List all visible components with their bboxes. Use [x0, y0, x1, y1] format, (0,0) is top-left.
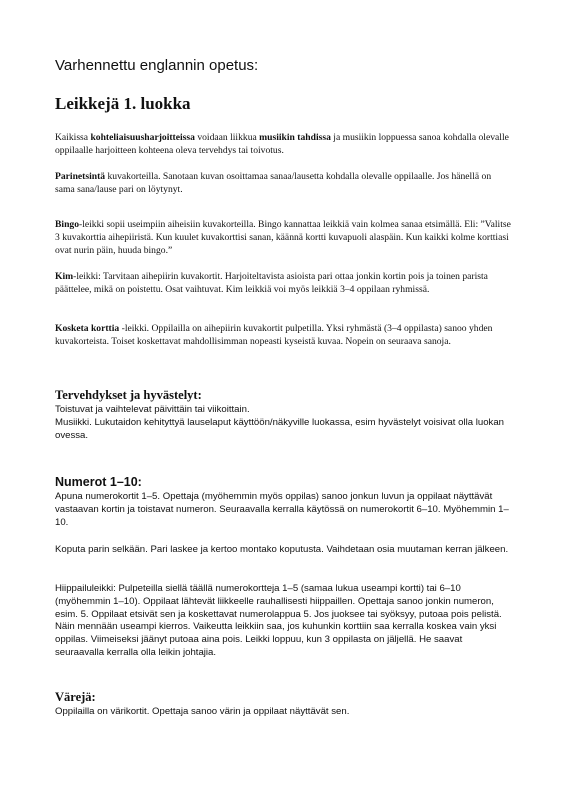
- section-heading-greetings: Tervehdykset ja hyvästelyt:: [55, 388, 202, 402]
- section-heading-colors: Värejä:: [55, 690, 96, 704]
- text-run: -leikki: Tarvitaan aihepiirin kuvakortit. Harjoiteltavista asioista pari ottaa jonkin kortin pois ja toinen parista päättelee, mikä on poistettu. Osat vaihtuvat. Kim leikkiä voi myös leikkiä 3–4 oppilaan ryhmissä.: [55, 271, 488, 295]
- section-greetings: [55, 387, 513, 442]
- intro-paragraph-courtesy: [55, 132, 513, 158]
- greetings-line-1: Toistuvat ja vaihtelevat päivittäin tai viikoittain.: [55, 404, 250, 415]
- greetings-line-2: Musiikki. Lukutaidon kehityttyä lauselaput käyttöön/näkyville luokassa, esim hyvästelyt voisivat olla luokan ovessa.: [55, 416, 504, 441]
- paragraph-pair-search: [55, 171, 513, 197]
- document-title: Leikkejä 1. luokka: [55, 94, 191, 113]
- bold-term: Parinetsintä: [55, 171, 106, 182]
- bold-term: Bingo: [55, 219, 79, 230]
- text-run: -leikki sopii useimpiin aiheisiin kuvakorteilla. Bingo kannattaa leikkiä vain kolmea sanaa etsimällä. Eli: ”Valitse 3 kuvakorttia aihepiiristä. Kun kuulet kuvakorttisi sanan, käännä kortti kuvapuoli alaspäin. Kun kaikki kolme korttiasi ovat nurin päin, huuda bingo.”: [55, 219, 511, 256]
- section-heading-numbers: Numerot 1–10:: [55, 475, 142, 489]
- text-run: voidaan liikkua: [194, 132, 260, 143]
- section-numbers: [55, 474, 513, 529]
- colors-paragraph: Oppilailla on värikortit. Opettaja sanoo värin ja oppilaat näyttävät sen.: [55, 706, 350, 717]
- text-run: ja musiikin loppuessa sanoa kohdalla olevalle oppilaalle harjoitteen kohteena oleva tervehdys tai toivotus.: [55, 132, 509, 156]
- paragraph-kim-game: [55, 271, 513, 297]
- text-run: -leikki. Oppilailla on aihepiirin kuvakortit pulpetilla. Yksi ryhmästä (3–4 oppilasta) sanoo yhden kuvakorteista. Toiset koskettavat mahdollisimman nopeasti kyseistä kuvaa. Nopein on seuraava sanoja.: [55, 323, 493, 347]
- text-run: kuvakorteilla. Sanotaan kuvan osoittamaa sanaa/lausetta kohdalla olevalle oppilaalle. Jos hänellä on sama sana/lause pari on löytynyt.: [55, 171, 492, 195]
- paragraph-bingo: [55, 219, 513, 257]
- bold-term: musiikin tahdissa: [259, 132, 331, 143]
- paragraph-touch-card: [55, 323, 513, 349]
- bold-term: kohteliaisuusharjoitteissa: [90, 132, 195, 143]
- bold-term: Kim: [55, 271, 74, 282]
- numbers-paragraph-2: Koputa parin selkään. Pari laskee ja kertoo montako koputusta. Vaihdetaan osia muutaman kerran jälkeen.: [55, 544, 509, 555]
- text-run: Kaikissa: [55, 132, 91, 143]
- document-subtitle: Varhennettu englannin opetus:: [55, 57, 259, 74]
- numbers-paragraph-3: Hiippailuleikki: Pulpeteilla siellä täällä numerokortteja 1–5 (samaa lukua useampi kortti) tai 6–10 (myöhemmin 1–10). Oppilaat lähtevät liikkeelle rauhallisesti hiippaillen. Opettaja sanoo jonkin numeron, esim. 5. Oppilaat etsivät sen ja koskettavat numerolappua 5. Jos juoksee tai syöksyy, putoaa pois pelistä. Näin mennään useampi kierros. Vaikeutta leikkiin saa, jos kuhunkin korttiin saa kerralla koskea vain yksi oppilas. Viimeiseksi jäänyt putoaa aina pois. Leikki loppuu, kun 3 oppilasta on jäljellä. He saavat seuraavalla kerralla olla leikin johtajia.: [55, 583, 502, 658]
- numbers-paragraph-1: Apuna numerokortit 1–5. Opettaja (myöhemmin myös oppilas) sanoo jonkun luvun ja oppilaat näyttävät vastaavan kortin ja toistavat numeron. Seuraavalla kerralla käytössä on numerokortit 6–10. Myöhemmin 1–10.: [55, 491, 509, 528]
- section-colors: [55, 689, 513, 719]
- bold-term: Kosketa korttia: [55, 323, 120, 334]
